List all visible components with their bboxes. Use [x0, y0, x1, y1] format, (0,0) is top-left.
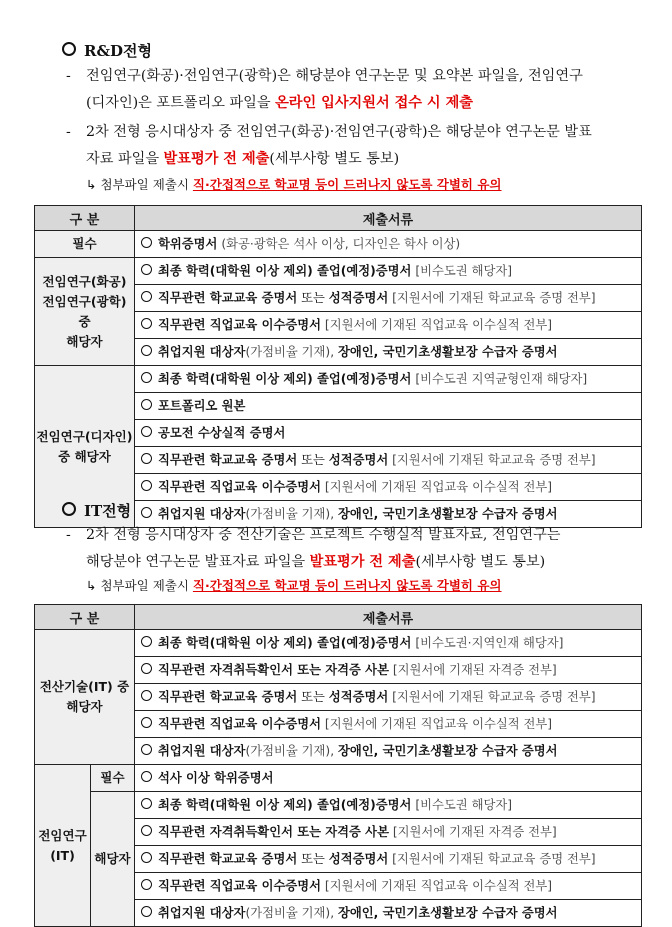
rd-paragraph-1: - 전임연구(화공)·전임연구(광학)은 해당분야 연구논문 및 요약본 파일을, 전임연구 (디자인)은 포트폴리오 파일을 온라인 입사지원서 접수 시 제출: [66, 68, 583, 111]
circle-bullet-icon: [141, 636, 152, 647]
table-header-category: 구 분: [35, 206, 135, 231]
it-paragraph-1: - 2차 전형 응시대상자 중 전산기술은 프로젝트 수행실적 발표자료, 전임연구는 해당분야 연구논문 발표자료 파일을 발표평가 전 제출(세부사항 별도 통보): [66, 527, 561, 570]
category-it-research: 전임연구 (IT): [35, 765, 91, 927]
table-row: 취업지원 대상자(가점비율 기재), 장애인, 국민기초생활보장 수급자 증명서: [135, 501, 642, 528]
table-row: 직무관련 직업교육 이수증명서 [지원서에 기재된 직업교육 이수실적 전부]: [135, 711, 642, 738]
circle-bullet-icon: [141, 453, 152, 464]
table-row: 취업지원 대상자(가점비율 기재), 장애인, 국민기초생활보장 수급자 증명서: [135, 738, 642, 765]
rd-documents-table: [34, 205, 642, 528]
it-section-title: IT전형: [62, 500, 131, 521]
table-row: 직무관련 학교교육 증명서 또는 성적증명서 [지원서에 기재된 학교교육 증명 전부]: [135, 684, 642, 711]
circle-bullet-icon: [141, 717, 152, 728]
table-row: 직무관련 자격취득확인서 또는 자격증 사본 [지원서에 기재된 자격증 전부]: [135, 657, 642, 684]
circle-bullet-icon: [141, 264, 152, 275]
circle-bullet-icon: [141, 825, 152, 836]
it-attachment-note: ↳ 첨부파일 제출시 직·간접적으로 학교명 등이 드러나지 않도록 각별히 유의: [86, 578, 502, 593]
circle-bullet-icon: [141, 852, 152, 863]
circle-bullet-icon: [141, 399, 152, 410]
circle-bullet-icon: [141, 744, 152, 755]
table-row: 최종 학력(대학원 이상 제외) 졸업(예정)증명서 [비수도권 해당자]: [135, 258, 642, 285]
rd-section-title: R&D전형: [62, 40, 152, 61]
circle-bullet-icon: [141, 318, 152, 329]
table-row: 직무관련 자격취득확인서 또는 자격증 사본 [지원서에 기재된 자격증 전부]: [135, 819, 642, 846]
table-row: 직무관련 학교교육 증명서 또는 성적증명서 [지원서에 기재된 학교교육 증명 전부]: [135, 447, 642, 474]
circle-bullet-icon: [141, 291, 152, 302]
table-row: 취업지원 대상자(가점비율 기재), 장애인, 국민기초생활보장 수급자 증명서: [135, 339, 642, 366]
circle-bullet-icon: [141, 798, 152, 809]
category-chem-optics: 전임연구(화공) 전임연구(광학) 중 해당자: [35, 258, 135, 366]
table-header-documents: 제출서류: [135, 605, 642, 630]
table-row: 직무관련 직업교육 이수증명서 [지원서에 기재된 직업교육 이수실적 전부]: [135, 873, 642, 900]
table-row: 직무관련 직업교육 이수증명서 [지원서에 기재된 직업교육 이수실적 전부]: [135, 312, 642, 339]
table-header-category: 구 분: [35, 605, 135, 630]
circle-bullet-icon: [141, 426, 152, 437]
table-row: 직무관련 학교교육 증명서 또는 성적증명서 [지원서에 기재된 학교교육 증명 전부]: [135, 846, 642, 873]
table-row: 최종 학력(대학원 이상 제외) 졸업(예정)증명서 [비수도권 지역균형인재 해당자]: [135, 366, 642, 393]
it-documents-table: [34, 604, 642, 927]
rd-attachment-note: ↳ 첨부파일 제출시 직·간접적으로 학교명 등이 드러나지 않도록 각별히 유의: [86, 177, 502, 192]
circle-bullet-icon: [141, 480, 152, 491]
table-row: 직무관련 직업교육 이수증명서 [지원서에 기재된 직업교육 이수실적 전부]: [135, 474, 642, 501]
table-row: 최종 학력(대학원 이상 제외) 졸업(예정)증명서 [비수도권 해당자]: [135, 792, 642, 819]
table-row: 석사 이상 학위증명서: [135, 765, 642, 792]
circle-bullet-icon: [141, 771, 152, 782]
circle-bullet-icon: [141, 237, 152, 248]
table-header-documents: 제출서류: [135, 206, 642, 231]
circle-bullet-icon: [141, 345, 152, 356]
circle-bullet-icon: [141, 372, 152, 383]
circle-bullet-icon: [141, 879, 152, 890]
table-row: 직무관련 학교교육 증명서 또는 성적증명서 [지원서에 기재된 학교교육 증명 전부]: [135, 285, 642, 312]
table-row: 최종 학력(대학원 이상 제외) 졸업(예정)증명서 [비수도권·지역인재 해당자]: [135, 630, 642, 657]
rd-paragraph-2: - 2차 전형 응시대상자 중 전임연구(화공)·전임연구(광학)은 해당분야 연구논문 발표 자료 파일을 발표평가 전 제출(세부사항 별도 통보): [66, 124, 592, 167]
circle-bullet-icon: [141, 906, 152, 917]
table-row: 포트폴리오 원본: [135, 393, 642, 420]
table-row: 취업지원 대상자(가점비율 기재), 장애인, 국민기초생활보장 수급자 증명서: [135, 900, 642, 927]
table-row: 학위증명서 (화공·광학은 석사 이상, 디자인은 학사 이상): [135, 231, 642, 258]
category-it-computing: 전산기술(IT) 중 해당자: [35, 630, 135, 765]
circle-bullet-icon: [141, 507, 152, 518]
subcategory-applicable: 해당자: [91, 792, 135, 927]
category-required: 필수: [35, 231, 135, 258]
circle-bullet-icon: [62, 502, 76, 516]
subcategory-required: 필수: [91, 765, 135, 792]
circle-bullet-icon: [141, 663, 152, 674]
category-design: 전임연구(디자인) 중 해당자: [35, 366, 135, 528]
circle-bullet-icon: [62, 42, 76, 56]
circle-bullet-icon: [141, 690, 152, 701]
table-row: 공모전 수상실적 증명서: [135, 420, 642, 447]
